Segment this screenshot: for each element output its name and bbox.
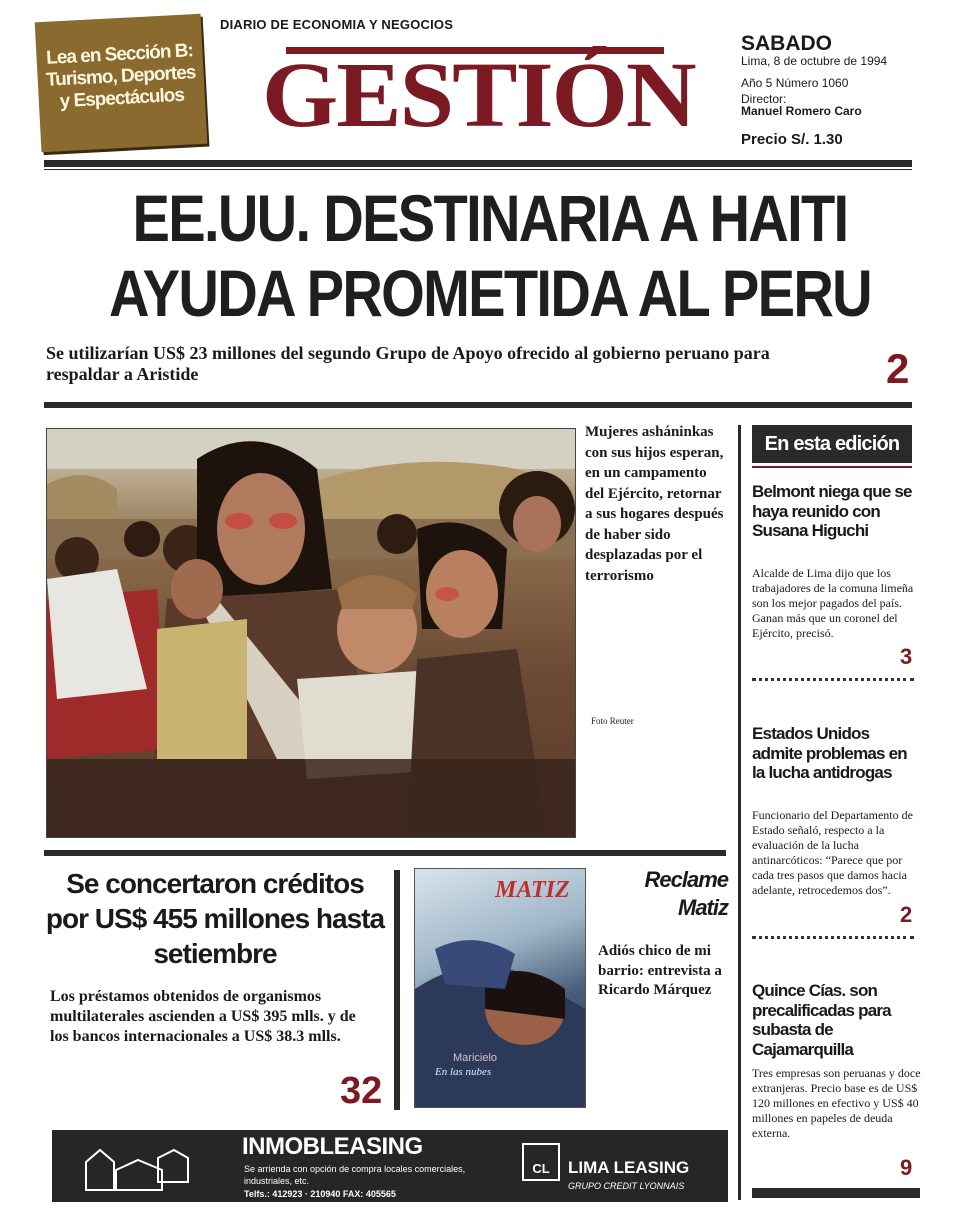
issue-number: Año 5 Número 1060	[741, 76, 849, 90]
sidebar-item-antidrogas-title[interactable]: Estados Unidos admite problemas en la lucha antidrogas	[752, 724, 907, 782]
photo-illustration	[47, 429, 575, 837]
matiz-cover-title: MATIZ	[495, 877, 570, 903]
logo-mark-text: CL	[532, 1161, 550, 1176]
lead-rule	[44, 402, 912, 408]
inmobleasing-ad[interactable]	[52, 1130, 728, 1202]
sidebar-item-antidrogas-text: Funcionario del Departamento de Estado señaló, respecto a la evaluación de la lucha antinarcóticos: “Parece que por cada tres pasos que damos hacia adelante, retrocedemos dos”.	[752, 808, 913, 897]
matiz-teaser-text: Adiós chico de mi barrio: entrevista a Ricardo Márquez	[598, 943, 722, 998]
ashaninka-photo	[46, 428, 576, 838]
sidebar-item-antidrogas-page[interactable]: 2	[900, 902, 913, 927]
lead-headline-line-1[interactable]: EE.UU. DESTINARIA A HAITI	[132, 181, 848, 255]
sidebar-divider-2	[752, 936, 914, 939]
buildings-icon	[82, 1142, 192, 1194]
photo-credit: Foto Reuter	[591, 716, 634, 726]
photo-caption: Mujeres asháninkas con sus hijos esperan, en un campamento del Ejército, retornar a sus hogares después de haber sido desplazadas por el terrorismo	[585, 424, 724, 584]
matiz-cover-name: Maricielo	[453, 1052, 498, 1064]
promo-text	[44, 40, 197, 114]
sidebar-item-belmont-title[interactable]: Belmont niega que se haya reunido con Susana Higuchi	[752, 482, 912, 540]
issue-price: Precio S/. 1.30	[741, 131, 843, 148]
issue-day: SABADO	[741, 32, 833, 55]
credit-lyonnais-logo	[522, 1143, 560, 1181]
promo-line-2: Turismo, Deportes	[45, 62, 196, 91]
sidebar-item-belmont-page[interactable]: 3	[900, 644, 913, 669]
director-name: Manuel Romero Caro	[741, 104, 862, 118]
sidebar-bottom-bar	[752, 1188, 920, 1198]
sidebar-divider-1	[752, 678, 914, 681]
promo-line-1: Lea en Sección B:	[45, 40, 194, 69]
sidebar-item-belmont-text: Alcalde de Lima dijo que los trabajadores de la comuna limeña son los mejor pagados del país. Ganan más que un coronel del Ejército, precisó.	[752, 566, 914, 640]
sidebar-item-cajamarquilla-text: Tres empresas son peruanas y doce extranjeras. Precio base es de US$ 120 millones en efectivo y US$ 40 millones en papeles de deuda externa.	[752, 1066, 921, 1140]
header-rule-thin	[44, 169, 912, 170]
masthead-tagline: DIARIO DE ECONOMIA Y NEGOCIOS	[220, 17, 454, 32]
lead-page-number[interactable]: 2	[886, 345, 910, 392]
header-rule	[44, 160, 912, 167]
section-b-promo[interactable]	[35, 14, 208, 153]
masthead-logo[interactable]: GESTIÓN	[262, 44, 695, 147]
bottom-section-rule	[44, 850, 726, 856]
credits-story-title[interactable]: Se concertaron créditos por US$ 455 millones hasta setiembre	[45, 868, 385, 969]
issue-date: Lima, 8 de octubre de 1994	[741, 54, 888, 68]
matiz-cover-image[interactable]	[414, 868, 586, 1108]
sidebar-heading	[752, 425, 912, 463]
ad-phones: Telfs.: 412923 · 210940 FAX: 405565	[244, 1189, 396, 1199]
sidebar-rule	[738, 425, 741, 1200]
reclame-matiz-label[interactable]: Reclame Matiz	[644, 867, 728, 920]
ad-brand: INMOBLEASING	[242, 1133, 423, 1160]
sidebar-heading-text: En esta edición	[764, 433, 900, 455]
promo-line-3: y Espectáculos	[59, 84, 185, 113]
ad-line-2: industriales, etc.	[244, 1176, 310, 1186]
lead-subhead: Se utilizarían US$ 23 millones del segundo Grupo de Apoyo ofrecido al gobierno peruano para respaldar a Aristide	[46, 343, 770, 384]
lead-headline-line-2[interactable]: AYUDA PROMETIDA AL PERU	[109, 256, 871, 330]
sidebar-item-cajamarquilla-title[interactable]: Quince Cías. son precalificadas para subasta de Cajamarquilla	[752, 981, 891, 1059]
sidebar-item-cajamarquilla-page[interactable]: 9	[900, 1155, 913, 1180]
column-rule	[394, 870, 400, 1110]
credits-story-page[interactable]: 32	[340, 1070, 383, 1112]
sidebar-heading-underline	[752, 466, 912, 468]
ad-line-1: Se arrienda con opción de compra locales comerciales,	[244, 1164, 466, 1174]
ad-group: GRUPO CREDIT LYONNAIS	[568, 1181, 685, 1191]
director-label: Director:	[741, 92, 787, 106]
ad-company: LIMA LEASING	[568, 1158, 690, 1177]
matiz-cover-subtitle: En las nubes	[435, 1066, 492, 1078]
credits-story-text: Los préstamos obtenidos de organismos multilaterales ascienden a US$ 395 mlls. y de los bancos internacionales a US$ 38.3 mlls.	[50, 988, 356, 1045]
